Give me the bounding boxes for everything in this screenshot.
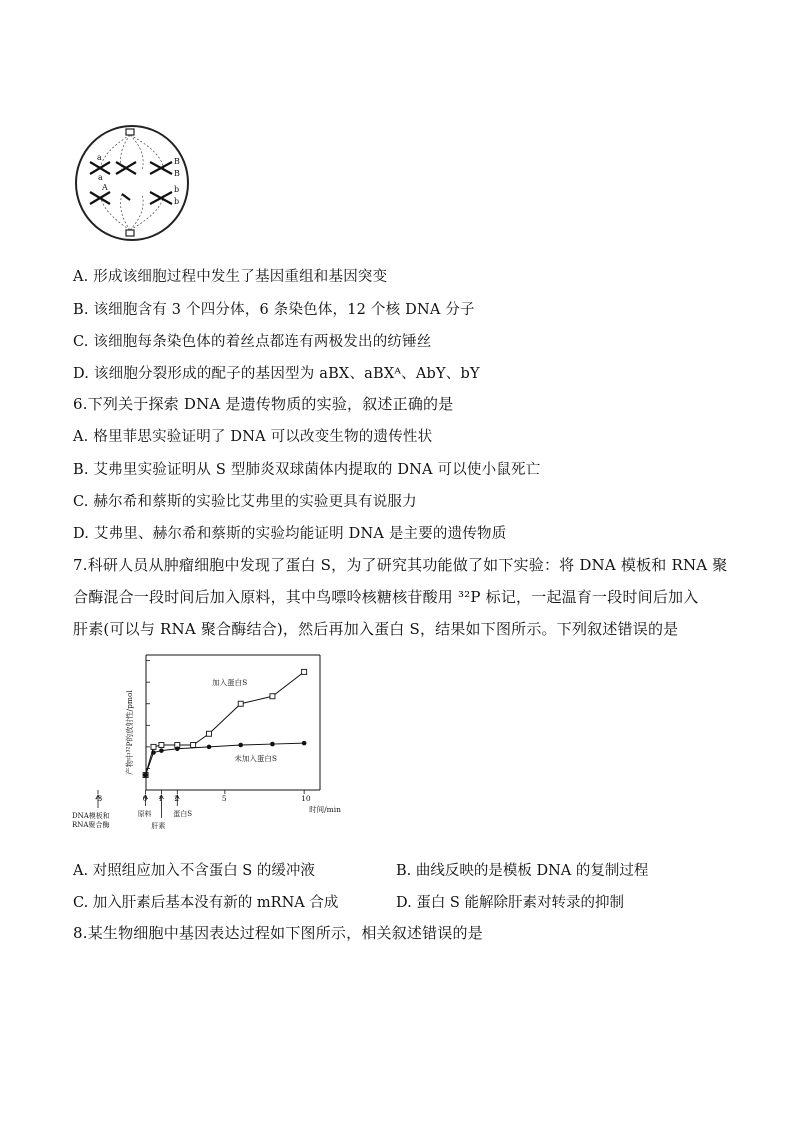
- x-axis-label: 时间/min: [309, 805, 342, 814]
- q7-chart: [70, 650, 350, 835]
- q7-option-a: A. 对照组应加入不含蛋白 S 的缓冲液: [73, 863, 315, 879]
- gene-label: A: [102, 183, 108, 192]
- q7-option-b: B. 曲线反映的是模板 DNA 的复制过程: [396, 863, 649, 879]
- gene-label: b: [174, 197, 180, 206]
- series-line: [146, 672, 305, 775]
- series-label: 加入蛋白S: [212, 678, 248, 687]
- gene-labels: [97, 153, 180, 206]
- x-tick-label: 1: [158, 794, 164, 803]
- data-point: [207, 745, 212, 750]
- q7-option-d: D. 蛋白 S 能解除肝素对转录的抑制: [396, 895, 624, 911]
- data-point: [270, 694, 275, 699]
- data-point: [151, 744, 156, 749]
- series-label: 未加入蛋白S: [234, 753, 278, 763]
- x-tick-label: 5: [221, 794, 227, 803]
- series-line: [146, 743, 305, 775]
- x-tick-label: -3: [95, 794, 103, 803]
- annotation-label: DNA模板和 RNA聚合酶: [72, 812, 110, 829]
- q7-option-c: C. 加入肝素后基本没有新的 mRNA 合成: [73, 895, 339, 911]
- q6-option-c: C. 赫尔希和蔡斯的实验比艾弗里的实验更具有说服力: [73, 494, 417, 510]
- data-point: [159, 748, 164, 753]
- data-point: [238, 701, 243, 706]
- gene-label: b: [174, 185, 180, 194]
- x-tick-label: 0: [142, 794, 148, 803]
- cell-outline: [76, 126, 188, 240]
- x-tick-label: 10: [301, 794, 311, 803]
- data-point: [191, 743, 196, 748]
- q5-option-d: D. 该细胞分裂形成的配子的基因型为 aBX、aBXᴬ、AbY、bY: [73, 366, 480, 382]
- q7-stem-line1: 7.科研人员从肿瘤细胞中发现了蛋白 S，为了研究其功能做了如下实验：将 DNA 模板和 RNA 聚: [73, 556, 728, 574]
- q6-option-b: B. 艾弗里实验证明从 S 型肺炎双球菌体内提取的 DNA 可以使小鼠死亡: [73, 462, 541, 478]
- spindle-fibers: [100, 135, 164, 230]
- gene-label: a: [97, 153, 102, 162]
- data-point: [302, 669, 307, 674]
- gene-label: B: [174, 157, 180, 166]
- q5-option-b: B. 该细胞含有 3 个四分体，6 条染色体，12 个核 DNA 分子: [73, 302, 475, 318]
- q6-option-d: D. 艾弗里、赫尔希和蔡斯的实验均能证明 DNA 是主要的遗传物质: [73, 526, 507, 542]
- annotation-label: 肝素: [151, 822, 166, 830]
- q7-stem-line2: 合酶混合一段时间后加入原料，其中鸟嘌呤核糖核苷酸用 ³²P 标记，一起温育一段时间后加入: [73, 588, 699, 606]
- data-point: [238, 743, 243, 748]
- q7-stem-line3: 肝素(可以与 RNA 聚合酶结合)，然后再加入蛋白 S，结果如下图所示。下列叙述错误的是: [73, 620, 679, 638]
- data-point: [151, 750, 156, 755]
- q5-option-a: A. 形成该细胞过程中发生了基因重组和基因突变: [73, 269, 388, 285]
- data-point: [302, 741, 307, 746]
- centriole-top: [126, 129, 134, 135]
- data-point: [143, 773, 148, 778]
- gene-label: B: [174, 169, 180, 178]
- data-point: [175, 746, 180, 751]
- annotation-label: 原料: [137, 810, 152, 818]
- annotation-label: 蛋白S: [173, 810, 193, 818]
- gene-label: a: [98, 173, 103, 182]
- q5-option-c: C. 该细胞每条染色体的着丝点都连有两极发出的纺锤丝: [73, 334, 432, 350]
- data-point: [159, 743, 164, 748]
- q6-option-a: A. 格里菲思实验证明了 DNA 可以改变生物的遗传性状: [73, 429, 433, 445]
- q8-stem: 8.某生物细胞中基因表达过程如下图所示，相关叙述错误的是: [73, 924, 483, 942]
- q6-stem: 6.下列关于探索 DNA 是遗传物质的实验，叙述正确的是: [73, 395, 454, 413]
- x-tick-label: 2: [174, 794, 180, 803]
- data-point: [270, 742, 275, 747]
- data-point: [207, 731, 212, 736]
- cell-division-figure: [72, 122, 192, 244]
- y-axis-label: 产物中³²P的放射性/pmol: [125, 690, 134, 775]
- y-tick-marks: [146, 661, 150, 769]
- centriole-bottom: [126, 230, 134, 236]
